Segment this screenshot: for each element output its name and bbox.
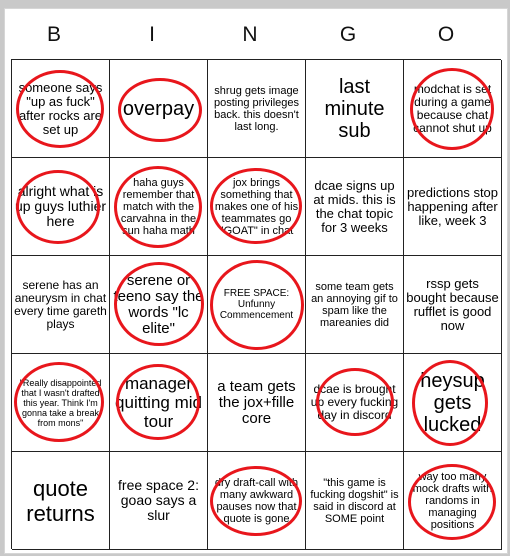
cell-text: modchat is set during a game because chat cannot shut up [413, 81, 492, 135]
bingo-cell[interactable] [12, 158, 110, 256]
cell-text: heysup gets lucked [420, 369, 485, 436]
cell-text: alright what is up guys luthier here [14, 183, 107, 229]
bingo-cell[interactable] [404, 158, 502, 256]
bingo-grid [11, 59, 501, 549]
header-letter-g: G [339, 23, 357, 46]
bingo-cell[interactable] [110, 256, 208, 354]
cell-text: some team gets an annoying gif to spam like the mareanies did [311, 280, 398, 329]
cell-text: rssp gets bought because rufflet is good now [406, 275, 499, 333]
cell-text: "Really disappointed that I wasn't drafted this year. Think I'm gonna take a break from mons" [19, 377, 102, 428]
bingo-cell[interactable] [12, 60, 110, 158]
cell-text: someone says "up as fuck" after rocks are set up [18, 79, 103, 137]
bingo-cell[interactable] [208, 256, 306, 354]
bingo-cell[interactable] [110, 158, 208, 256]
bingo-cell[interactable] [404, 452, 502, 550]
header-letter-o: O [437, 23, 455, 46]
cell-text: serene or teeno say the words "lc elite" [113, 271, 204, 337]
bingo-cell[interactable] [208, 60, 306, 158]
bingo-cell[interactable] [110, 60, 208, 158]
cell-text: manager quitting mid tour [115, 374, 202, 431]
bingo-cell[interactable] [12, 452, 110, 550]
cell-text: jox brings something that makes one of his teammates go "GOAT" in chat [214, 176, 299, 237]
bingo-cell[interactable] [404, 256, 502, 354]
header-letter-i: I [149, 23, 155, 46]
cell-text: serene has an aneurysm in chat every time gareth plays [14, 277, 107, 331]
cell-text: "this game is fucking dogshit" is said in discord at SOME point [310, 476, 399, 525]
cell-text: shrug gets image posting privileges back. this doesn't last long. [214, 84, 299, 133]
bingo-cell[interactable] [404, 60, 502, 158]
cell-text: predictions stop happening after like, week 3 [406, 184, 499, 228]
cell-text: free space 2: goao says a slur [118, 477, 199, 523]
cell-text: dry draft-call with many awkward pauses now that quote is gone [214, 476, 299, 525]
cell-text: dcae signs up at mids. this is the chat topic for 3 weeks [313, 177, 396, 235]
bingo-cell[interactable] [208, 354, 306, 452]
bingo-cell[interactable] [12, 256, 110, 354]
bingo-cell[interactable] [110, 452, 208, 550]
bingo-cell[interactable] [110, 354, 208, 452]
bingo-cell[interactable] [208, 158, 306, 256]
cell-text: quote returns [26, 475, 95, 526]
header-letter-b: B [46, 23, 61, 46]
bingo-cell[interactable] [404, 354, 502, 452]
cell-text: overpay [122, 97, 195, 120]
header-letter-n: N [242, 23, 258, 46]
bingo-cell[interactable] [208, 452, 306, 550]
bingo-cell[interactable] [306, 452, 404, 550]
bingo-cell[interactable] [12, 354, 110, 452]
bingo-cell[interactable] [306, 256, 404, 354]
cell-text: FREE SPACE: Unfunny Commencement [219, 288, 294, 321]
cell-text: haha guys remember that match with the carvahna in the sun haha math [120, 176, 197, 237]
bingo-cell[interactable] [306, 158, 404, 256]
bingo-cell[interactable] [306, 354, 404, 452]
bingo-cell[interactable] [306, 60, 404, 158]
cell-text: a team gets the jox+fille core [217, 377, 296, 427]
cell-text: way too many mock drafts with randoms in managing positions [412, 470, 493, 531]
bingo-card [4, 8, 508, 554]
cell-text: dcae is brought up every fucking day in discord [310, 382, 399, 422]
bingo-header [5, 9, 507, 59]
cell-text: last minute sub [324, 75, 385, 142]
